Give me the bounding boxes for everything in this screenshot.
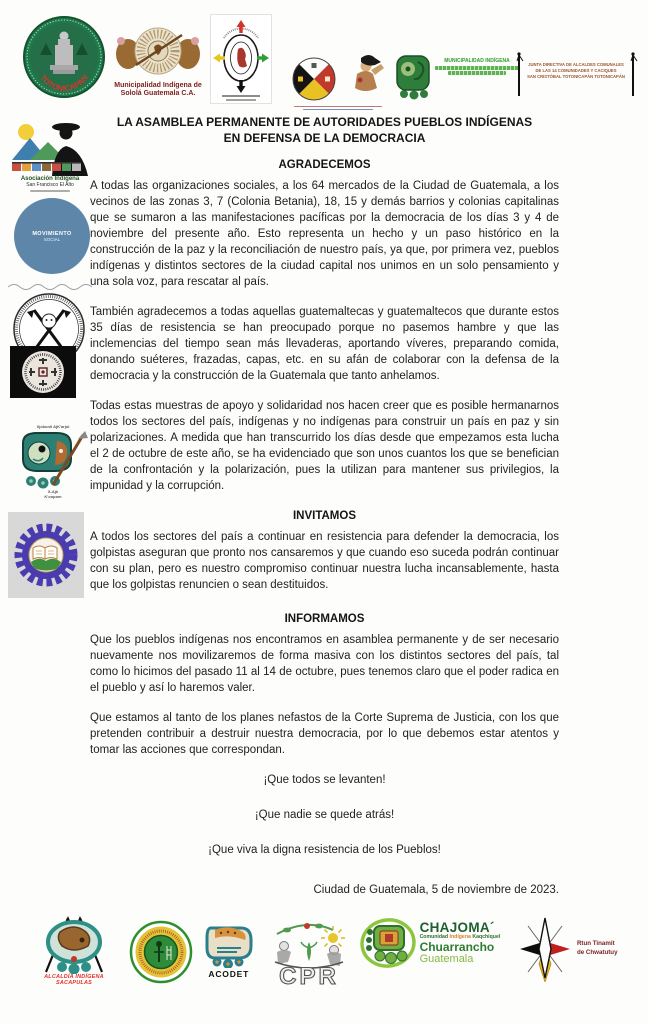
acodet-glyph-icon (201, 922, 257, 968)
slogan-3: ¡Que viva la digna resistencia de los Pueblos! (208, 844, 441, 856)
wheel-caption-line2 (303, 109, 373, 111)
maya-glyph-icon (394, 54, 432, 100)
title-line2: EN DEFENSA DE LA DEMOCRACIA (223, 131, 426, 145)
slogan-2: ¡Que nadie se quede atrás! (254, 809, 395, 821)
logo-acodet (199, 916, 259, 979)
movimiento-circle-icon (14, 198, 90, 274)
heading-informamos: INFORMAMOS (284, 613, 365, 625)
cpr-emblem-icon (263, 916, 355, 990)
municipalidad-verde-line3 (448, 71, 506, 75)
slogan-1: ¡Que todos se levanten! (263, 774, 386, 786)
logo-chajoma (360, 916, 512, 970)
sacapulas-caption-line1: ALCALDÍA INDÍGENA (44, 974, 104, 980)
rtun-text-block (577, 940, 618, 957)
acodet-label: ACODET (208, 969, 250, 979)
asociacion-indigena-icon (10, 118, 90, 176)
movimiento-line1: MOVIMIENTO (32, 230, 72, 237)
handwritten-motto-icon (6, 281, 96, 291)
logo-alcaldia-sacapulas (24, 916, 124, 987)
logo-asociacion-indigena (8, 118, 92, 192)
movimiento-line2: SOCIAL (43, 236, 61, 242)
rtun-star-icon (516, 916, 574, 982)
paragraph: A todos los sectores del país a continuar en resistencia para defender la democracia, los golpistas aseguran que pronto nos cansaremos y que cuando eso suceda podrán continuar con su plan, pero es nuestro compromiso continuar nuestra lucha incansablemente, hasta que los golpistas renuncien o sean destituidos. (90, 531, 559, 591)
dateline: Ciudad de Guatemala, 5 de noviembre de 2023. (313, 884, 559, 896)
logo-medicine-wheel (287, 50, 389, 110)
heading-invitamos: INVITAMOS (292, 510, 357, 522)
municipalidad-verde-line1: MUNICIPALIDAD INDÍGENA (444, 58, 510, 64)
paragraph: Todas estas muestras de apoyo y solidaridad nos hacen creer que es posible hermanarnos todos los sectores del país, indígenas y no indígenas para construir un país en paz y sin polarizaciones. A medida que han transcurrido los días desde que empezamos esta lucha el 2 de octubre de este año, se ha evidenciado que son unos cuantos los que se benefician de la confrontación y la polarización, pues la utilizan para mantener sus privilegios, la impunidad y la corrupción. (90, 400, 559, 492)
logo-gear-book (8, 512, 84, 598)
logo-maya-glyph-green (394, 54, 432, 100)
title-line1: LA ASAMBLEA PERMANENTE DE AUTORIDADES PUEBLOS INDÍGENAS (116, 115, 533, 129)
logo-junta-directiva (514, 50, 638, 98)
municipalidad-verde-line2 (435, 66, 519, 70)
vara-staff-left-icon (514, 50, 524, 98)
totonicapan-ribbon-text: TOTONICAPAN (38, 73, 90, 94)
rtun-line2: de Chwatutuy (576, 949, 618, 956)
asociacion-caption-line1: Asociación Indígena (20, 176, 80, 182)
logo-rtun-tinamit (516, 916, 634, 982)
glyph-spear-bottom-label2: K'oopom (44, 494, 62, 500)
four-arrows-emblem-icon (210, 14, 272, 104)
logo-solola (110, 22, 206, 98)
logo-movimiento-ixcan (10, 346, 76, 398)
glyph-spear-top-label: Xjokonil AjK'arjol (36, 424, 70, 429)
ixcan-seal-icon (10, 346, 76, 398)
logo-circular-green-seal (128, 916, 194, 984)
junta-line3: SAN CRISTÓBAL TOTONICAPÁN TOTONICAPÁN (527, 73, 625, 79)
solola-seal-icon (112, 22, 204, 82)
asociacion-caption-line2: San Francisco El Alto (26, 181, 74, 188)
document-title (90, 114, 559, 146)
solola-caption-line1: Municipalidad Indígena de (114, 82, 202, 89)
chajoma-sub-word2: Indígena (449, 934, 471, 941)
logo-municipalidad-verde (434, 58, 520, 75)
glyph-spear-bottom-label1: X-Ajk (47, 489, 59, 495)
paragraph: También agradecemos a todas aquellas guatemaltecas y guatemaltecos que durante estos 35 días de resistencia se han preocupado porque no pasemos hambre y que las inclemencias del tiempo sean más llevaderas, aportando víveres, preparando comida, donando suéteres, frazadas, capas, etc. en su afán de colaborar con la defensa de la democracia y la construcción de la Guatemala que tanto anhelamos. (90, 306, 559, 382)
document-body (90, 114, 559, 896)
rtun-line1: Rtun Tinamit (576, 940, 615, 948)
footer-logos (24, 916, 634, 990)
vara-staff-right-icon (628, 50, 638, 98)
logo-territorio-arrows (210, 14, 272, 104)
paragraph: Que los pueblos indígenas nos encontramos en asamblea permanente y de ser necesario nuevamente nos movilizaremos de forma masiva con los distintos sectores del país, tal como lo hicimos del pasado 11 al 14 de octubre, pues tenemos claro que el poder radica en el pueblo y así lo haremos valer. (90, 634, 559, 694)
sacapulas-glyph-icon (24, 916, 124, 974)
chajoma-glyph-icon (360, 916, 416, 970)
paragraph: A todas las organizaciones sociales, a los 64 mercados de la Ciudad de Guatemala, a los vecinos de las zonas 3, 7 (Colonia Betania), 18, 15 y demás barrios y colonias capitalinas que se sumaron a las manifestaciones pacíficas por la democracia de los días 3 y 4 de noviembre del presente año. Esto representa un hecho y un paso histórico en la construcción de la paz y la reconciliación de nuestro país, ya que, por primera vez, pueblos indígenas y distintos sectores de la ciudad capital nos unimos en un solo pensamiento y una sola voz, para rescatar al país. (90, 180, 559, 288)
junta-directiva-text (524, 50, 628, 80)
logo-xajk-koopom (10, 424, 96, 500)
gear-book-icon (13, 522, 79, 588)
chajoma-line3: Guatemala (419, 952, 474, 965)
wheel-caption-line (294, 106, 382, 108)
paragraph: Que estamos al tanto de los planes nefastos de la Corte Suprema de Justicia, con los que pretenden contribuir a destruir nuestra democracia, por lo que debemos estar atentos y tomar las acciones que correspondan. (90, 712, 559, 756)
green-yellow-seal-icon (129, 920, 193, 984)
chajoma-sub-word3: Kaqchiquel (472, 934, 501, 941)
cpr-letters: CPR (279, 963, 340, 990)
chajoma-line2: Chuarrancho (419, 940, 495, 955)
chajoma-text-block (420, 921, 501, 965)
junta-line2: DE LAS 14 COMUNIDADES Y CACIQUES (535, 67, 617, 73)
solola-caption-line2: Sololá Guatemala C.A. (120, 90, 196, 98)
chajoma-sub-word1: Comunidad (419, 934, 449, 941)
heading-agradecemos: AGRADECEMOS (278, 159, 371, 171)
logo-movimiento-social (14, 198, 90, 274)
totonicapan-seal-icon (22, 15, 106, 99)
glyph-spear-icon (15, 429, 91, 489)
chajoma-title: CHAJOMA´ (419, 919, 495, 935)
medicine-wheel-icon (287, 50, 389, 104)
logo-cpr (263, 916, 355, 990)
junta-line1: JUNTA DIRECTIVA DE ALCALDES COMUNALES (528, 62, 624, 67)
sacapulas-caption-line2: SACAPULAS (55, 980, 93, 987)
logo-totonicapan-seal (22, 15, 106, 99)
asociacion-caption-line3 (30, 190, 70, 192)
